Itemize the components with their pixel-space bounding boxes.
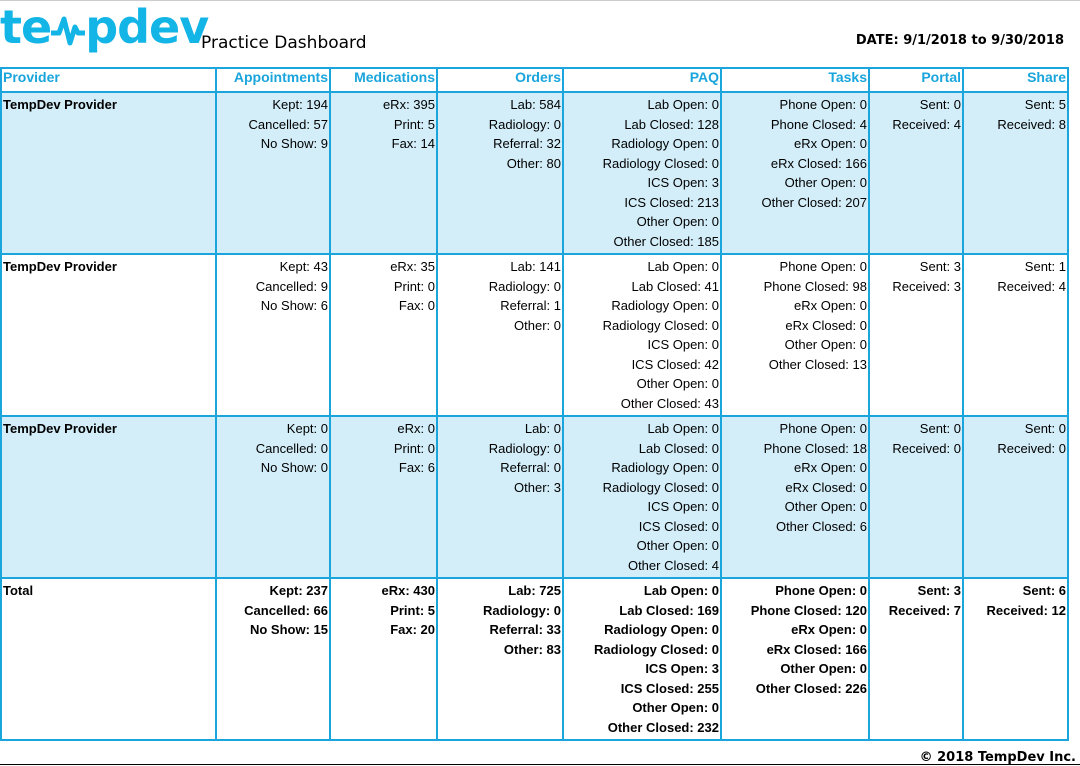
column-header-paq: PAQ: [563, 68, 721, 92]
cell-paq: [563, 578, 721, 740]
metric: Lab: 584: [510, 97, 561, 112]
cell-medications: [330, 416, 437, 578]
metric: Lab Closed: 0: [638, 440, 719, 456]
metric: Lab Open: 0: [647, 259, 719, 274]
metric: Radiology Closed: 0: [602, 479, 719, 495]
metric: ICS Closed: 255: [620, 680, 719, 696]
metric: Cancelled: 9: [255, 278, 328, 294]
column-header-share: Share: [963, 68, 1068, 92]
metric: Cancelled: 0: [255, 440, 328, 456]
metric: eRx Closed: 0: [785, 317, 867, 333]
cell-appointments: [216, 578, 330, 740]
metric: Radiology Open: 0: [604, 622, 719, 637]
metric: Radiology Open: 0: [611, 460, 719, 475]
metric: ICS Closed: 0: [638, 518, 719, 534]
metric: Fax: 20: [390, 622, 435, 637]
cell-tasks: [721, 416, 869, 578]
metric: Other Closed: 207: [761, 194, 867, 210]
metric: eRx: 35: [390, 259, 435, 274]
metric: Other Open: 0: [784, 337, 867, 352]
metric: Lab: 141: [510, 259, 561, 274]
provider-row: [1, 416, 1068, 578]
cell-orders: [437, 254, 563, 416]
metric: Referral: 32: [493, 136, 561, 151]
provider-name: TempDev Provider: [1, 416, 216, 578]
metric: Kept: 237: [269, 583, 328, 598]
metric: Phone Closed: 18: [763, 440, 867, 456]
cell-appointments: [216, 92, 330, 254]
metric: Phone Closed: 4: [770, 116, 867, 132]
metric: No Show: 6: [260, 298, 328, 313]
column-header-orders: Orders: [437, 68, 563, 92]
metric: Received: 0: [997, 440, 1066, 456]
cell-appointments: [216, 254, 330, 416]
metric: Sent: 0: [1024, 421, 1066, 436]
column-header-tasks: Tasks: [721, 68, 869, 92]
copyright: © 2018 TempDev Inc.: [919, 750, 1076, 765]
cell-medications: [330, 578, 437, 740]
metric: No Show: 0: [260, 460, 328, 475]
metric: Other Open: 0: [780, 661, 867, 676]
metric: Other Closed: 6: [775, 518, 867, 534]
column-header-appointments: Appointments: [216, 68, 330, 92]
metric: eRx Closed: 166: [770, 155, 867, 171]
metric: Radiology Open: 0: [611, 298, 719, 313]
metric: Kept: 194: [272, 97, 328, 112]
page-title: Practice Dashboard: [201, 33, 367, 53]
column-header-provider: Provider: [1, 68, 216, 92]
cell-medications: [330, 92, 437, 254]
heartbeat-icon: [51, 9, 85, 49]
metric: Referral: 33: [489, 622, 561, 637]
metric: eRx Closed: 0: [785, 479, 867, 495]
cell-portal: [869, 416, 963, 578]
metric: Lab Open: 0: [643, 583, 719, 598]
metric: Sent: 3: [917, 583, 961, 598]
metric: Sent: 3: [919, 259, 961, 274]
metric: Radiology Closed: 0: [602, 317, 719, 333]
cell-portal: [869, 578, 963, 740]
metric: Lab Open: 0: [647, 421, 719, 436]
metric: Other Closed: 43: [620, 395, 719, 411]
cell-orders: [437, 92, 563, 254]
cell-paq: [563, 254, 721, 416]
metric: eRx Closed: 166: [766, 641, 867, 657]
header-row: [1, 68, 1068, 92]
metric: Radiology Closed: 0: [602, 155, 719, 171]
cell-orders: [437, 578, 563, 740]
cell-appointments: [216, 416, 330, 578]
metric: Lab: 725: [508, 583, 561, 598]
cell-orders: [437, 416, 563, 578]
metric: Phone Open: 0: [779, 97, 867, 112]
metric: Fax: 0: [398, 298, 435, 313]
cell-medications: [330, 254, 437, 416]
metric: Other Open: 0: [784, 175, 867, 190]
metric: Received: 7: [888, 602, 961, 618]
metric: Phone Closed: 98: [763, 278, 867, 294]
footer-rule: [0, 764, 1080, 765]
metric: eRx: 0: [397, 421, 435, 436]
metric: Other Open: 0: [636, 214, 719, 229]
metric: Radiology: 0: [488, 440, 561, 456]
tempdev-logo: te pdev: [0, 0, 209, 54]
metric: eRx Open: 0: [794, 136, 867, 151]
date-range: DATE: 9/1/2018 to 9/30/2018: [855, 33, 1064, 48]
metric: ICS Open: 0: [647, 499, 719, 514]
metric: Fax: 6: [398, 460, 435, 475]
metric: Sent: 1: [1024, 259, 1066, 274]
metric: No Show: 15: [249, 622, 328, 637]
metric: ICS Closed: 42: [631, 356, 719, 372]
cell-portal: [869, 254, 963, 416]
metric: Received: 3: [892, 278, 961, 294]
cell-share: [963, 254, 1068, 416]
metric: Lab Open: 0: [647, 97, 719, 112]
metric: Lab: 0: [524, 421, 561, 436]
metric: Radiology: 0: [482, 602, 561, 618]
metric: Phone Open: 0: [779, 259, 867, 274]
column-header-medications: Medications: [330, 68, 437, 92]
metric: Phone Open: 0: [775, 583, 867, 598]
column-header-portal: Portal: [869, 68, 963, 92]
metric: eRx: 430: [381, 583, 435, 598]
provider-row: [1, 254, 1068, 416]
cell-tasks: [721, 578, 869, 740]
cell-paq: [563, 416, 721, 578]
metric: Other Open: 0: [636, 538, 719, 553]
metric: Cancelled: 66: [244, 602, 328, 618]
metric: Print: 0: [393, 440, 435, 456]
metric: Sent: 0: [919, 421, 961, 436]
metric: Received: 12: [986, 602, 1066, 618]
cell-share: [963, 92, 1068, 254]
metric: ICS Open: 3: [645, 661, 719, 676]
metric: Sent: 5: [1024, 97, 1066, 112]
metric: Lab Closed: 169: [619, 602, 719, 618]
metric: Other Closed: 232: [607, 719, 719, 735]
metric: Print: 5: [393, 116, 435, 132]
metric: Other Open: 0: [636, 376, 719, 391]
metric: Kept: 0: [286, 421, 328, 436]
metric: Referral: 0: [500, 460, 561, 475]
metric: Lab Closed: 41: [631, 278, 719, 294]
metric: Radiology Closed: 0: [594, 641, 719, 657]
metric: Other: 83: [503, 641, 561, 657]
metric: Phone Open: 0: [779, 421, 867, 436]
metric: eRx: 395: [382, 97, 435, 112]
cell-share: [963, 578, 1068, 740]
metric: Received: 0: [892, 440, 961, 456]
metric: Other Open: 0: [632, 700, 719, 715]
metric: Other Closed: 185: [613, 233, 719, 249]
metric: ICS Closed: 213: [624, 194, 719, 210]
provider-name: TempDev Provider: [1, 254, 216, 416]
metric: Received: 4: [997, 278, 1066, 294]
provider-name: Total: [1, 578, 216, 740]
dashboard-table: [0, 67, 1069, 741]
metric: No Show: 9: [260, 136, 328, 151]
metric: eRx Open: 0: [794, 298, 867, 313]
metric: Lab Closed: 128: [624, 116, 719, 132]
cell-portal: [869, 92, 963, 254]
metric: Radiology: 0: [488, 278, 561, 294]
metric: Other: 0: [514, 317, 561, 333]
metric: Cancelled: 57: [248, 116, 328, 132]
metric: Received: 8: [997, 116, 1066, 132]
metric: Phone Closed: 120: [750, 602, 867, 618]
metric: Other Open: 0: [784, 499, 867, 514]
provider-row: [1, 92, 1068, 254]
metric: Other: 3: [514, 479, 561, 495]
metric: Sent: 6: [1022, 583, 1066, 598]
metric: eRx Open: 0: [794, 460, 867, 475]
metric: Radiology: 0: [488, 116, 561, 132]
provider-name: TempDev Provider: [1, 92, 216, 254]
cell-paq: [563, 92, 721, 254]
metric: ICS Open: 3: [647, 175, 719, 190]
metric: Fax: 14: [391, 136, 435, 151]
cell-share: [963, 416, 1068, 578]
metric: ICS Open: 0: [647, 337, 719, 352]
cell-tasks: [721, 92, 869, 254]
metric: Print: 0: [393, 278, 435, 294]
metric: Other: 80: [506, 155, 561, 171]
metric: Referral: 1: [500, 298, 561, 313]
metric: Sent: 0: [919, 97, 961, 112]
metric: Radiology Open: 0: [611, 136, 719, 151]
metric: eRx Open: 0: [791, 622, 867, 637]
metric: Kept: 43: [279, 259, 328, 274]
total-row: [1, 578, 1068, 740]
metric: Print: 5: [390, 602, 435, 618]
metric: Other Closed: 4: [627, 557, 719, 573]
metric: Other Closed: 13: [768, 356, 867, 372]
metric: Other Closed: 226: [755, 680, 867, 696]
metric: Received: 4: [892, 116, 961, 132]
cell-tasks: [721, 254, 869, 416]
